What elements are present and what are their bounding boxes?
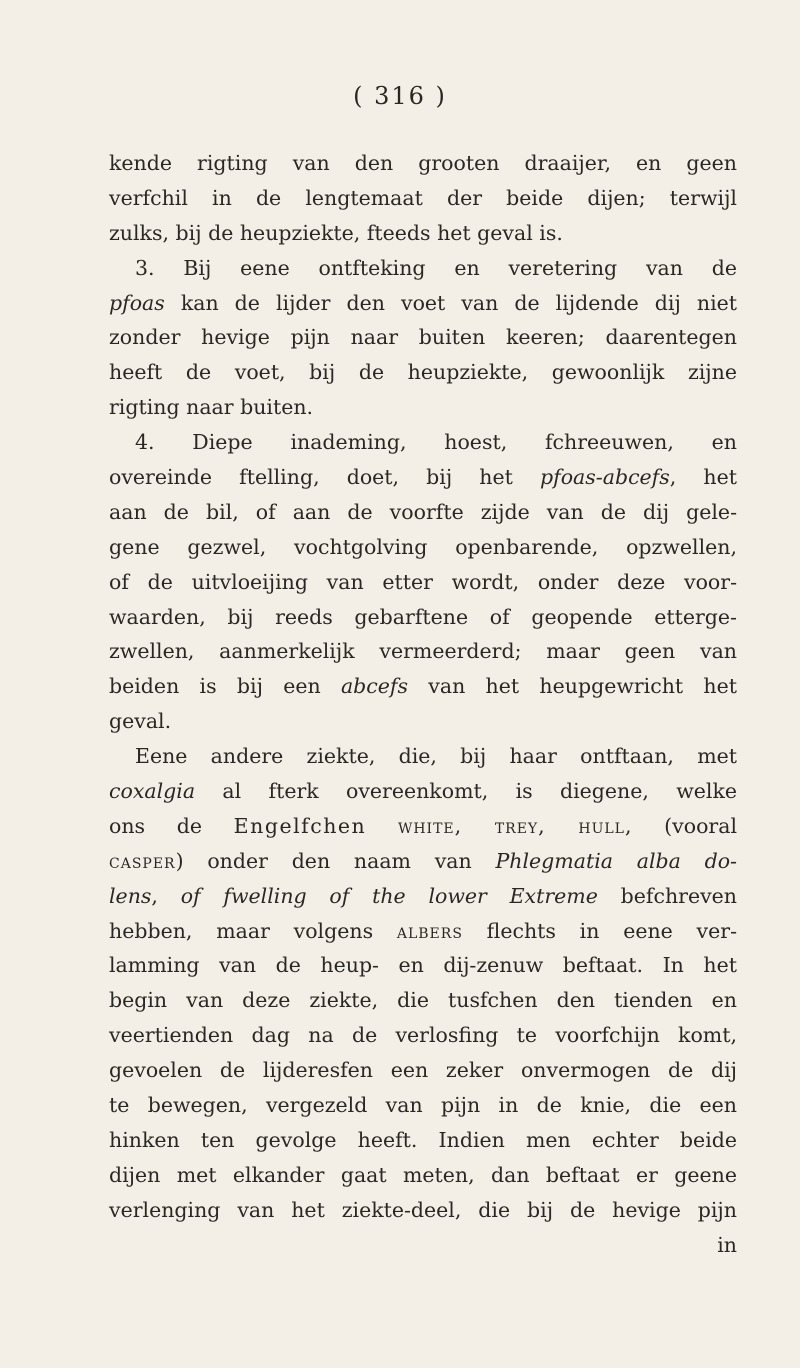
- text-segment: [366, 814, 398, 838]
- text-line: lamming van de heup- en dij-zenuw beftaat. In het: [109, 953, 737, 978]
- text-segment: ,: [151, 883, 181, 908]
- text-line: waarden, bij reeds gebarftene of geopende etterge-: [109, 604, 737, 629]
- text-line: [109, 844, 737, 879]
- spaced-term: Engelfchen: [233, 813, 367, 838]
- text-line: [109, 879, 737, 914]
- text-segment: , het: [669, 465, 737, 490]
- text-segment: befchreven: [597, 883, 737, 908]
- text-line: heeft de voet, bij de heupziekte, gewoonlijk zijne: [109, 360, 737, 385]
- italic-term: Phlegmatia alba do-: [495, 848, 737, 873]
- text-segment: ) onder den naam van: [175, 848, 496, 873]
- text-line: te bewegen, vergezeld van pijn in de knie, die een: [109, 1093, 737, 1118]
- italic-term: of fwelling of the lower Extreme: [180, 883, 598, 908]
- text-line: [109, 460, 737, 495]
- text-line: 3. Bij eene ontfteking en veretering van de: [135, 255, 737, 280]
- body-text: [109, 146, 737, 1263]
- text-line: [109, 809, 737, 844]
- text-line: zonder hevige pijn naar buiten keeren; daarentegen: [109, 325, 737, 350]
- text-line: veertienden dag na de verlosfing te voorfchijn komt,: [109, 1023, 737, 1048]
- catchword: in: [717, 1232, 737, 1257]
- text-line: zwellen, aanmerkelijk vermeerderd; maar geen van: [109, 639, 737, 664]
- text-segment: al fterk overeenkomt, is diegene, welke: [195, 779, 737, 804]
- author-name: albers: [396, 918, 463, 943]
- text-line: zulks, bij de heupziekte, fteeds het geval is.: [109, 220, 563, 245]
- text-line: kende rigting van den grooten draaijer, en geen: [109, 151, 737, 175]
- text-line: [109, 914, 737, 949]
- italic-term: pfoas: [109, 290, 165, 315]
- text-segment: kan de lijder den voet van de lijdende dij niet: [164, 290, 737, 315]
- text-segment: beiden is bij een: [109, 674, 341, 699]
- text-segment: overeinde ftelling, doet, bij het: [109, 465, 540, 490]
- text-line: rigting naar buiten.: [109, 395, 314, 420]
- text-segment: van het heupgewricht het: [408, 674, 737, 699]
- italic-term: coxalgia: [109, 779, 196, 804]
- text-segment: flechts in eene ver-: [462, 918, 737, 943]
- author-name: casper: [109, 848, 176, 873]
- text-line: Eene andere ziekte, die, bij haar ontftaan, met: [135, 744, 737, 769]
- text-line: verlenging van het ziekte-deel, die bij de hevige pijn: [109, 1197, 737, 1222]
- text-line: hinken ten gevolge heeft. Indien men echter beide: [109, 1127, 737, 1152]
- text-line: [109, 669, 737, 704]
- page-number: ( 316 ): [353, 82, 447, 110]
- text-line: begin van deze ziekte, die tusfchen den tienden en: [109, 988, 737, 1013]
- italic-term: abcefs: [340, 674, 409, 699]
- text-line: of de uitvloeijing van etter wordt, onder deze voor-: [109, 569, 737, 594]
- text-line: gevoelen de lijderesfen een zeker onvermogen de dij: [109, 1058, 737, 1083]
- author-names: white, trey, hull,: [397, 813, 633, 838]
- text-line: dijen met elkander gaat meten, dan beftaat er geene: [109, 1162, 737, 1187]
- text-line: gene gezwel, vochtgolving openbarende, opzwellen,: [109, 534, 737, 559]
- italic-term: lens: [109, 883, 152, 908]
- text-line: [109, 286, 737, 321]
- italic-term: pfoas-abcefs: [540, 465, 670, 490]
- text-segment: hebben, maar volgens: [109, 918, 397, 943]
- text-line: verfchil in de lengtemaat der beide dijen; terwijl: [109, 185, 737, 210]
- text-segment: (vooral: [632, 813, 737, 838]
- text-line: aan de bil, of aan de voorfte zijde van de dij gele-: [109, 499, 737, 524]
- text-segment: ons de: [109, 813, 234, 838]
- text-line: 4. Diepe inademing, hoest, fchreeuwen, en: [135, 430, 737, 455]
- text-line: [109, 774, 737, 809]
- text-line: geval.: [109, 709, 172, 734]
